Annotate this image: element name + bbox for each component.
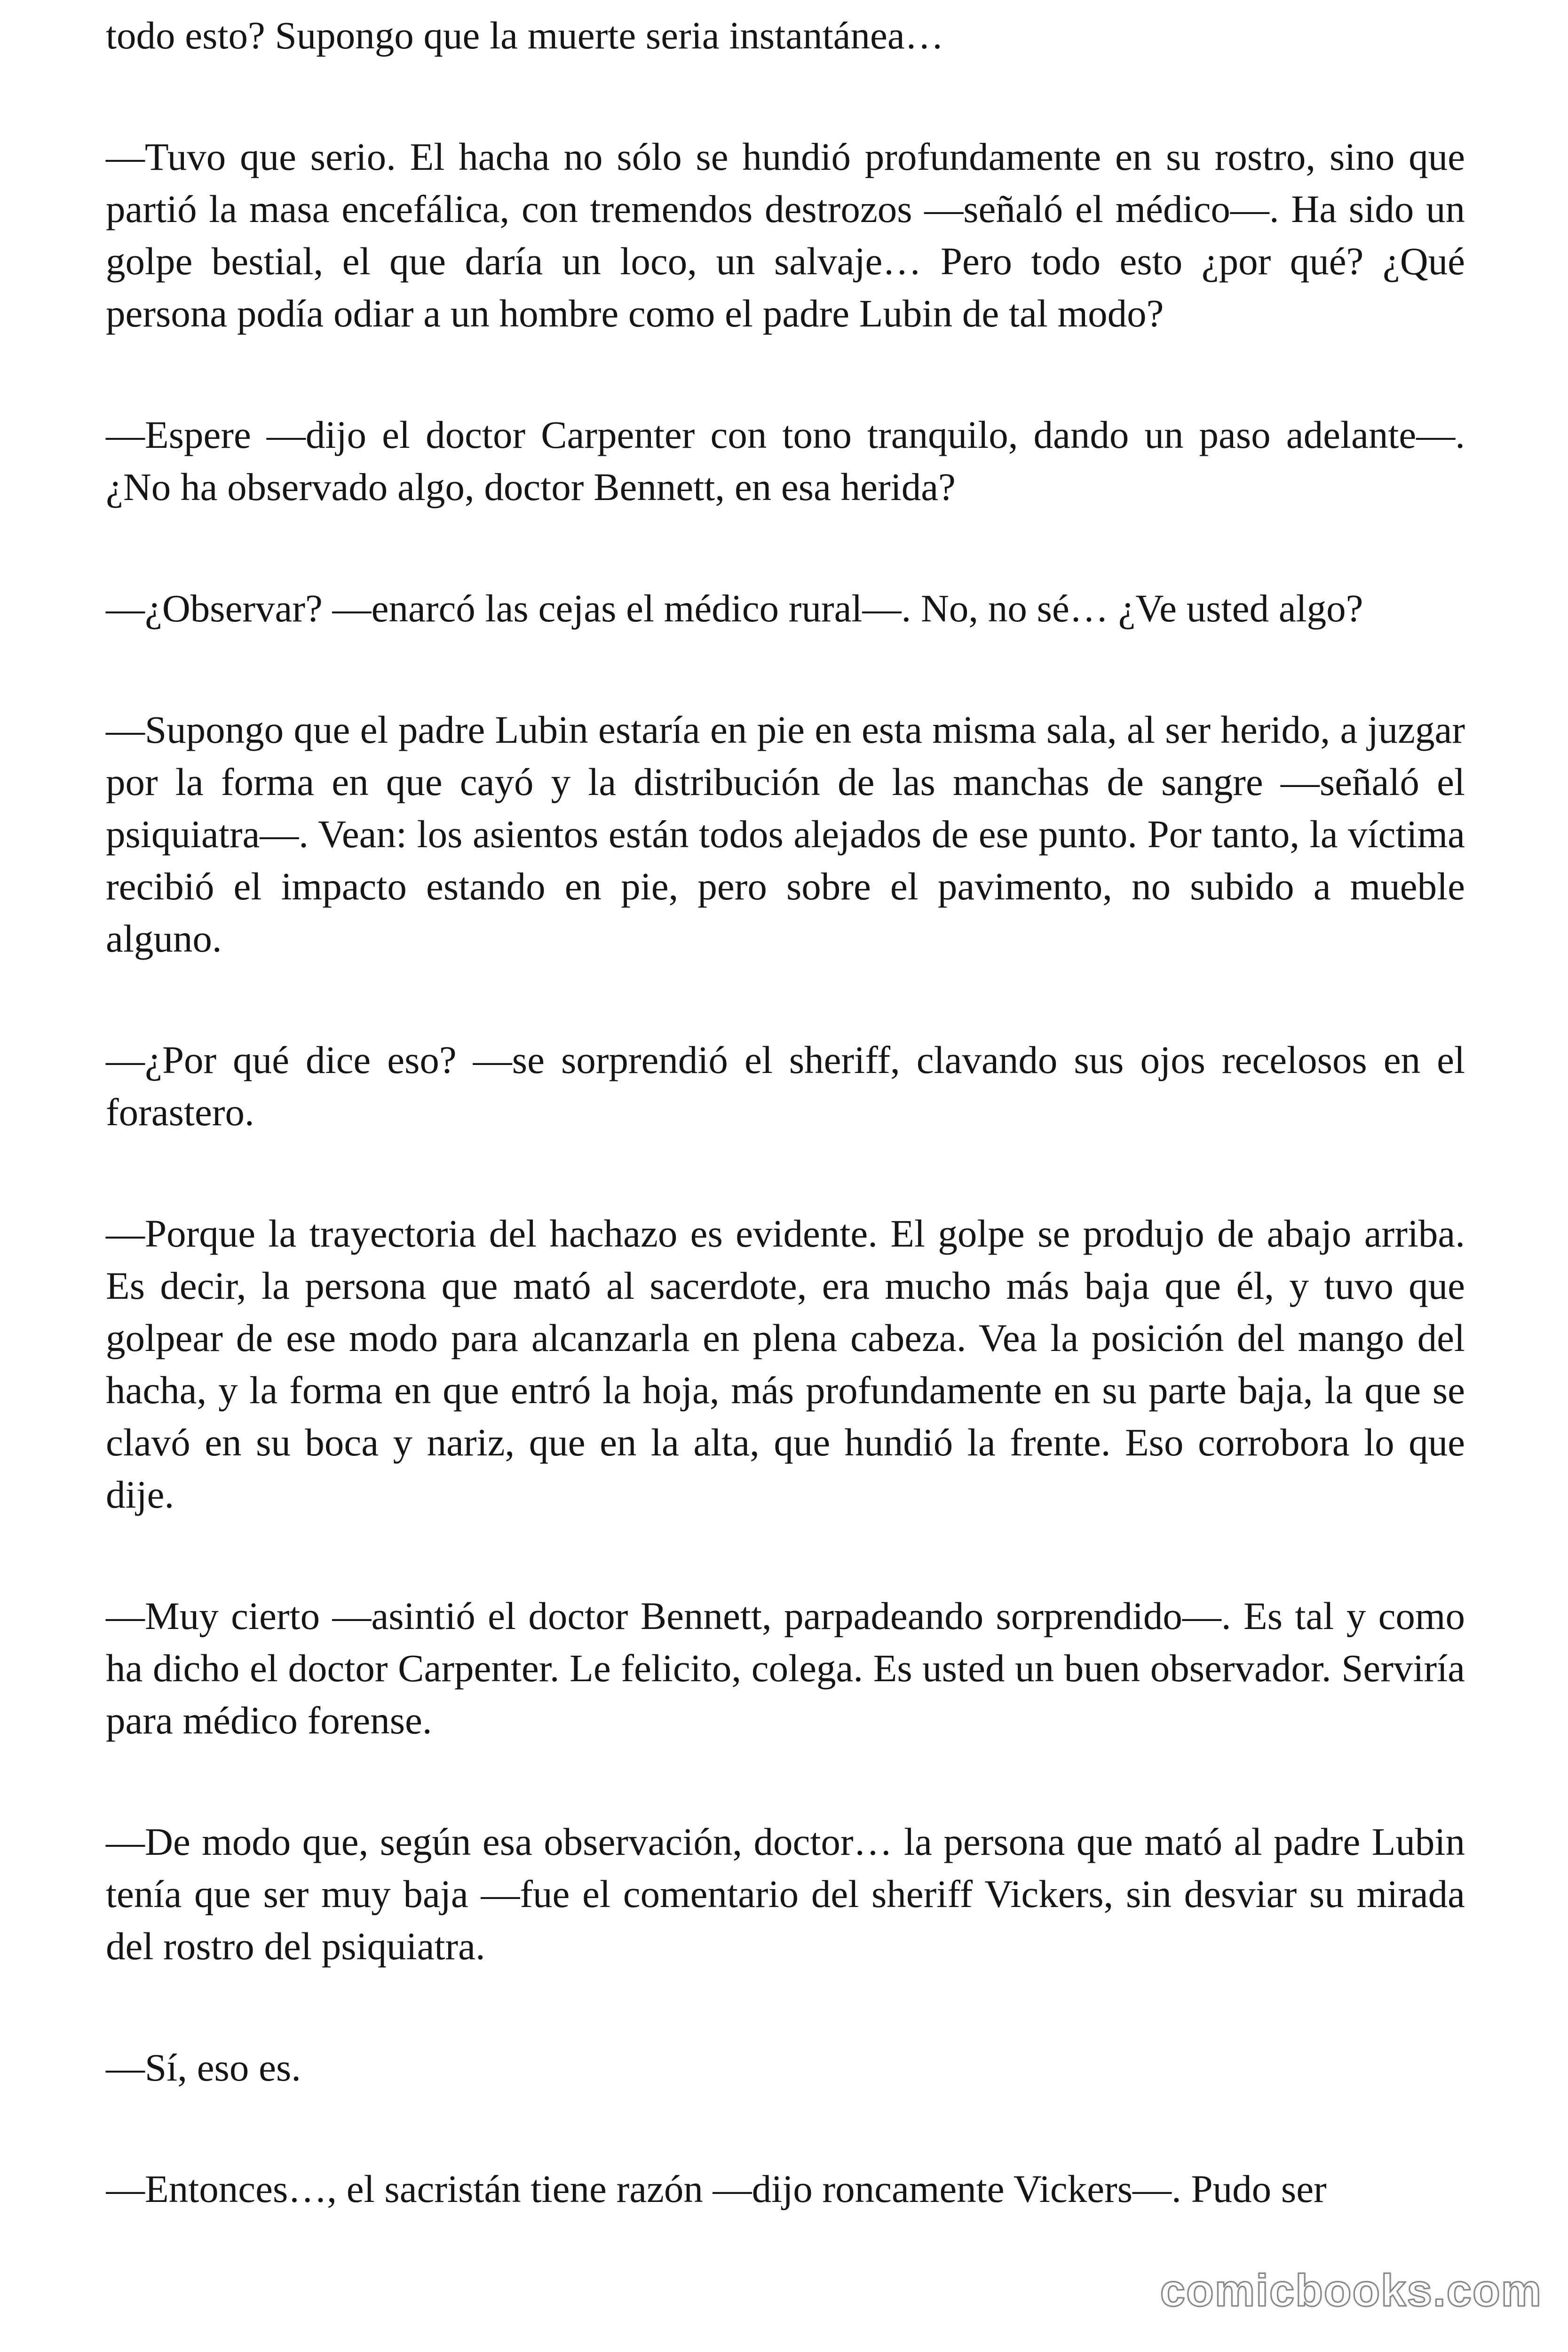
watermark-logo: comicbooks.com <box>1160 2265 1542 2316</box>
paragraph-11: —Entonces…, el sacristán tiene razón —dijo roncamente Vickers—. Pudo ser <box>106 2167 1327 2210</box>
paragraph-3: —Espere —dijo el doctor Carpenter con tono tranquilo, dando un paso adelante—. ¿No ha observado algo, doctor Bennett, en esa herida? <box>106 413 1465 509</box>
paragraph-10: —Sí, eso es. <box>106 2046 301 2089</box>
paragraph-5: —Supongo que el padre Lubin estaría en pie en esta misma sala, al ser herido, a juzgar por la forma en que cayó y la distribución de las manchas de sangre —señaló el psiquiatra—. Vean: los asientos están todos alejados de ese punto. Por tanto, la víctima recibió el impacto estando en pie, pero sobre el pavimento, no subido a mueble alguno. <box>106 708 1465 960</box>
paragraph-2: —Tuvo que serio. El hacha no sólo se hundió profundamente en su rostro, sino que partió la masa encefálica, con tremendos destrozos —señaló el médico—. Ha sido un golpe bestial, el que daría un loco, un salvaje… Pero todo esto ¿por qué? ¿Qué persona podía odiar a un hombre como el padre Lubin de tal modo? <box>106 135 1465 335</box>
paragraph-4: —¿Observar? —enarcó las cejas el médico rural—. No, no sé… ¿Ve usted algo? <box>106 587 1363 630</box>
text-column <box>106 9 1465 2215</box>
paragraph-1: todo esto? Supongo que la muerte seria instantánea… <box>106 14 944 57</box>
paragraph-9: —De modo que, según esa observación, doctor… la persona que mató al padre Lubin tenía que ser muy baja —fue el comentario del sheriff Vickers, sin desviar su mirada del rostro del psiquiatra. <box>106 1820 1465 1968</box>
paragraph-6: —¿Por qué dice eso? —se sorprendió el sheriff, clavando sus ojos recelosos en el forastero. <box>106 1038 1465 1134</box>
paragraph-7: —Porque la trayectoria del hachazo es evidente. El golpe se produjo de abajo arriba. Es decir, la persona que mató al sacerdote, era mucho más baja que él, y tuvo que golpear de ese modo para alcanzarla en plena cabeza. Vea la posición del mango del hacha, y la forma en que entró la hoja, más profundamente en su parte baja, la que se clavó en su boca y nariz, que en la alta, que hundió la frente. Eso corrobora lo que dije. <box>106 1212 1465 1516</box>
paragraph-8: —Muy cierto —asintió el doctor Bennett, parpadeando sorprendido—. Es tal y como ha dicho el doctor Carpenter. Le felicito, colega. Es usted un buen observador. Serviría para médico forense. <box>106 1594 1465 1742</box>
